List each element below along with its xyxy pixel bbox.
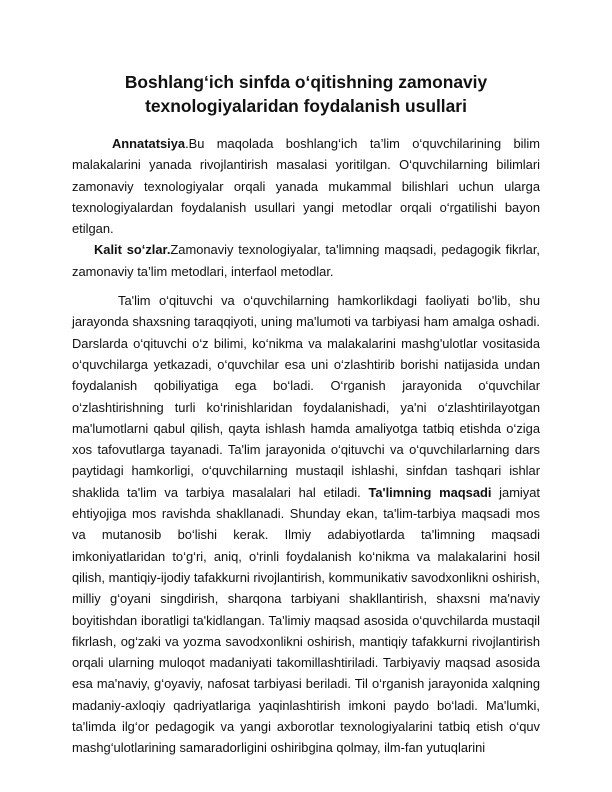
body-text-after: jamiyat ehtiyojiga mos ravishda shakllanadi. Shunday ekan, ta'lim-tarbiya maqsadi mos va mutanosib bo‘lishi kerak. Ilmiy adabiyotlarda ta'limning maqsadi imkoniyatlaridan to‘g‘ri, aniq, o‘rinli foydalanish ko‘nikma va malakalarini hosil qilish, mantiqiy-ijodiy tafakkurni rivojlantirish, kommunikativ savodxonlikni oshirish, milliy g‘oyani singdirish, sharqona tarbiyani shakllantirish, shaxsni ma'naviy boyitishdan iboratligi ta'kidlangan. Ta'limiy maqsad asosida o‘quvchilarda mustaqil fikrlash, og‘zaki va yozma savodxonlikni oshirish, mantiqiy tafakkurni rivojlantirish orqali ularning muloqot madaniyati takomillashtiriladi. Tarbiyaviy maqsad asosida esa ma'naviy, g‘oyaviy, nafosat tarbiyasi beriladi. Til o‘rganish jarayonida xalqning madaniy-axloqiy qadriyatlariga yaqinlashtirish imkoni paydo bo‘ladi. Ma'lumki, ta'limda ilg‘or pedagogik va yangi axborotlar texnologiyalarini tatbiq etish o‘quv mashg‘ulotlarining samaradorligini oshiribgina qolmay, ilm-fan yutuqlarini xyxy=(72,484,540,756)
keywords-text: Zamonaviy texnologiyalar, ta'limning maqsadi, pedagogik fikrlar, zamonaviy ta’lim metodlari, interfaol metodlar. xyxy=(72,242,540,279)
keywords-paragraph xyxy=(72,239,540,282)
body-text-before: Ta'lim o‘qituvchi va o‘quvchilarning hamkorlikdagi faoliyati bo'lib, shu jarayonda shaxsning taraqqiyoti, uning ma'lumoti va tarbiyasi ham amalga oshadi. Darslarda o‘qituvchi o‘z bilimi, ko‘nikma va malakalarini mashg'ulotlar vositasida o‘quvchilarga yetkazadi, o‘quvchilar esa uni o‘zlashtirib borishi natijasida undan foydalanish qobiliyatiga ega bo‘ladi. O‘rganish jarayonida o‘quvchilar o‘zlashtirishning turli ko‘rinishlaridan foydalanishadi, ya'ni o‘zlashtirilayotgan ma'lumotlarni qabul qilish, qayta ishlash hamda amaliyotga tatbiq etishda o‘ziga xos tafovutlarga tayanadi. Ta'lim jarayonida o‘qituvchi va o‘quvchilarlarning dars paytidagi hamkorligi, o‘quvchilarning mustaqil ishlashi, sinfdan tashqari ishlar shaklida ta'lim va tarbiya masalalari hal etiladi. xyxy=(72,293,540,500)
abstract-paragraph xyxy=(72,133,540,239)
document-title: Boshlang‘ich sinfda o‘qitishning zamonaviy texnologiyalaridan foydalanish usullari xyxy=(124,72,488,116)
abstract-text: .Bu maqolada boshlang‘ich ta’lim o‘quvchilarining bilim malakalarini yanada rivojlantirish masalasi yoritilgan. O‘quvchilarning bilimlari zamonaviy texnologiyalar orqali yanada mukammal bilishlari uchun ularga texnologiyalardan foydalanish usullari yangi metodlar orqali o‘rgatilishi bayon etilgan. xyxy=(72,136,540,237)
keywords-label: Kalit so‘zlar. xyxy=(94,242,171,258)
body-paragraph xyxy=(72,290,540,759)
abstract-label: Annatatsiya xyxy=(112,136,186,151)
body-bold-phrase: Ta'limning maqsadi xyxy=(368,484,492,500)
